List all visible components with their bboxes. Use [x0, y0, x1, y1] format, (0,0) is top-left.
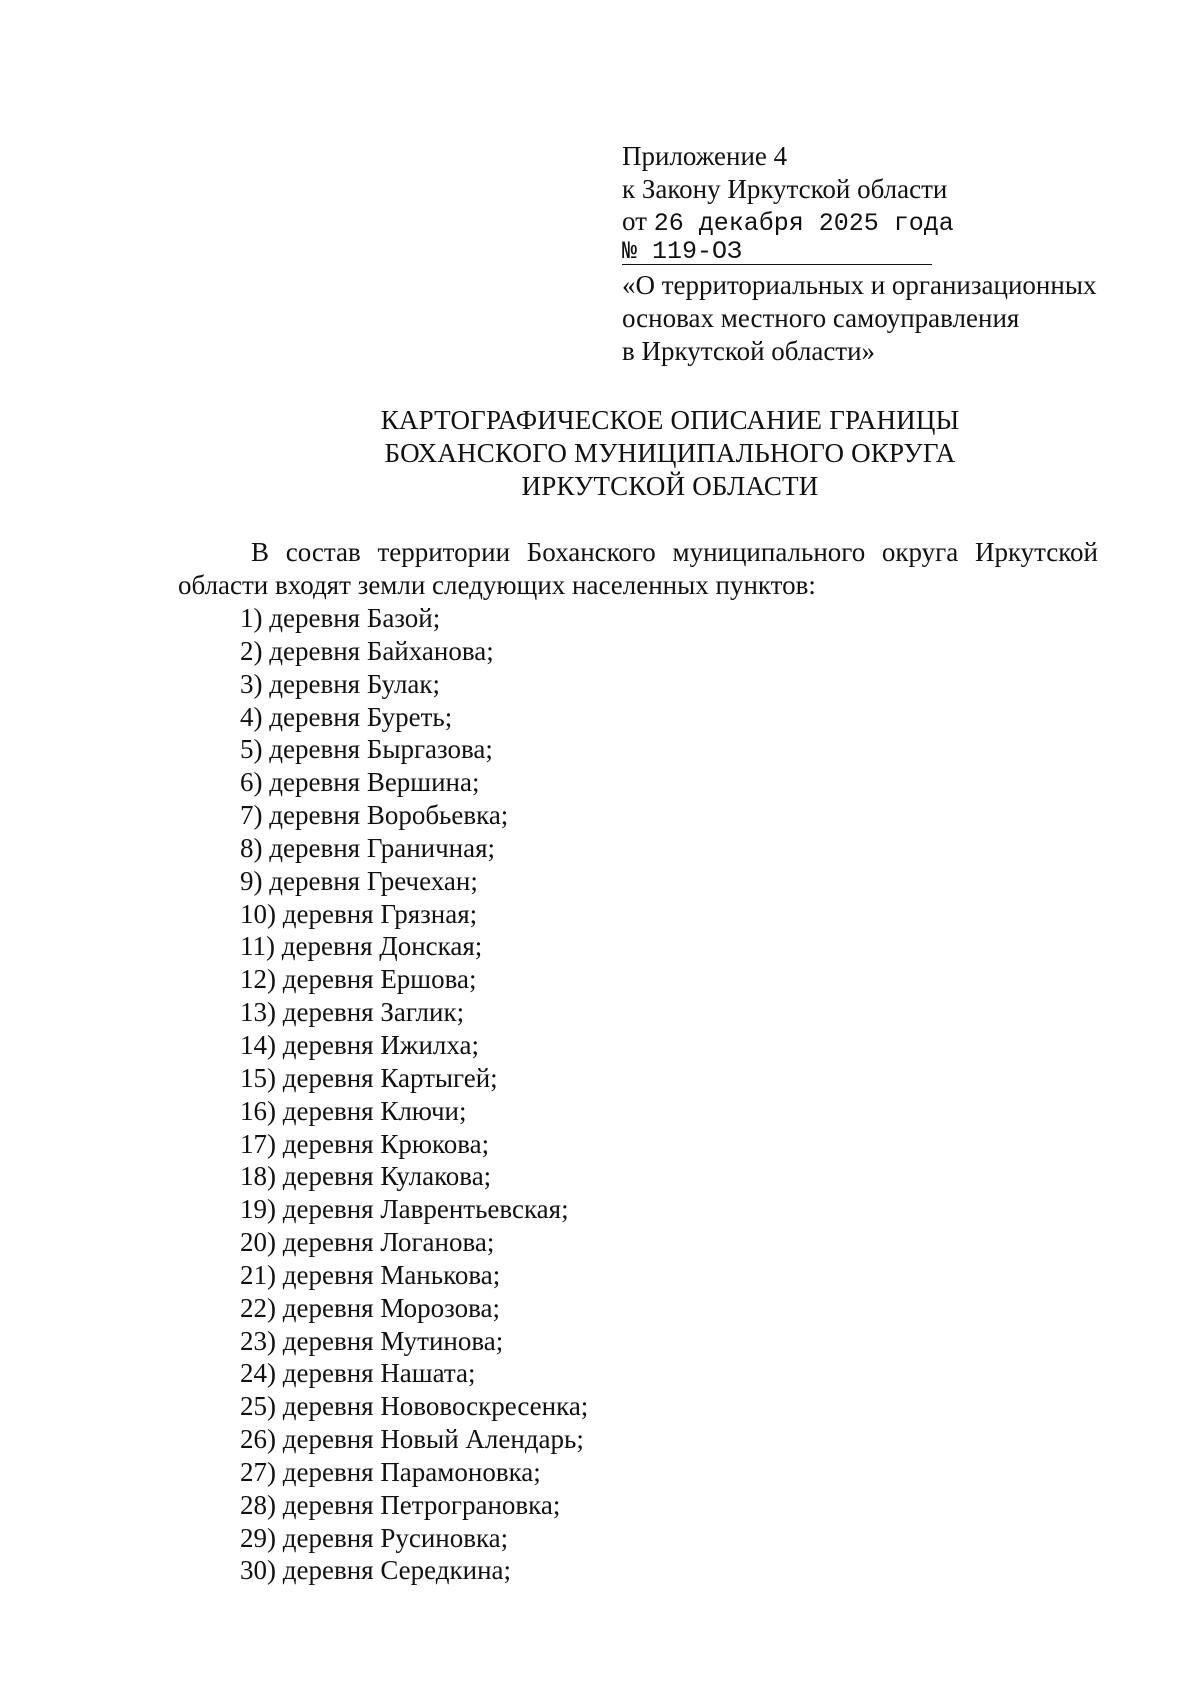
list-item: 25) деревня Нововоскресенка;	[240, 1391, 589, 1422]
list-item: 13) деревня Заглик;	[240, 997, 465, 1028]
list-item: 23) деревня Мутинова;	[240, 1325, 504, 1356]
list-item: 19) деревня Лаврентьевская;	[240, 1194, 569, 1225]
document-body	[178, 536, 1098, 1587]
intro-paragraph: В состав территории Боханского муниципального округа Иркутской области входят земли следующих населенных пунктов:	[178, 537, 1098, 600]
law-title-line-3: в Иркутской области»	[622, 336, 876, 366]
list-item: 16) деревня Ключи;	[240, 1095, 467, 1126]
list-item: 26) деревня Новый Алендарь;	[240, 1424, 584, 1455]
list-item: 2) деревня Байханова;	[240, 635, 494, 666]
list-item: 29) деревня Русиновка;	[240, 1522, 509, 1553]
date-prefix: от	[622, 206, 647, 236]
list-item: 27) деревня Парамоновка;	[240, 1456, 541, 1487]
list-item: 4) деревня Буреть;	[240, 701, 453, 732]
list-item: 12) деревня Ершова;	[240, 964, 477, 995]
law-number: № 119-ОЗ	[622, 237, 743, 266]
list-item: 7) деревня Воробьевка;	[240, 800, 509, 831]
list-item: 22) деревня Морозова;	[240, 1292, 501, 1323]
list-item: 6) деревня Вершина;	[240, 767, 480, 798]
list-item: 9) деревня Гречехан;	[240, 865, 478, 896]
list-item: 21) деревня Манькова;	[240, 1259, 501, 1290]
date-value: 26 декабря 2025 года	[653, 209, 954, 238]
law-title-line-1: «О территориальных и организационных	[622, 270, 1097, 300]
attachment-number-line	[622, 236, 932, 265]
attachment-date-line	[622, 206, 1142, 236]
list-item: 15) деревня Картыгей;	[240, 1062, 498, 1093]
list-item: 20) деревня Логанова;	[240, 1227, 495, 1258]
title-line-3: ИРКУТСКОЙ ОБЛАСТИ	[521, 471, 819, 501]
attachment-header	[622, 140, 1142, 368]
list-item: 30) деревня Середкина;	[240, 1555, 512, 1586]
attachment-law-reference: к Закону Иркутской области	[622, 174, 948, 204]
list-item: 18) деревня Кулакова;	[240, 1161, 492, 1192]
list-item: 28) деревня Петрограновка;	[240, 1489, 561, 1520]
list-item: 11) деревня Донская;	[240, 931, 483, 962]
list-item: 17) деревня Крюкова;	[240, 1128, 490, 1159]
list-item: 5) деревня Быргазова;	[240, 734, 493, 765]
list-item: 1) деревня Базой;	[240, 603, 441, 633]
attachment-label: Приложение 4	[622, 141, 788, 171]
law-title-line-2: основах местного самоуправления	[622, 303, 1020, 333]
list-item: 14) деревня Ижилха;	[240, 1029, 480, 1060]
list-item: 10) деревня Грязная;	[240, 898, 478, 929]
title-line-2: БОХАНСКОГО МУНИЦИПАЛЬНОГО ОКРУГА	[384, 438, 956, 468]
document-title	[0, 404, 1200, 503]
title-line-1: КАРТОГРАФИЧЕСКОЕ ОПИСАНИЕ ГРАНИЦЫ	[380, 405, 960, 435]
settlement-list	[178, 602, 1098, 1587]
list-item: 3) деревня Булак;	[240, 668, 441, 699]
list-item: 24) деревня Нашата;	[240, 1358, 476, 1389]
list-item: 8) деревня Граничная;	[240, 832, 496, 863]
